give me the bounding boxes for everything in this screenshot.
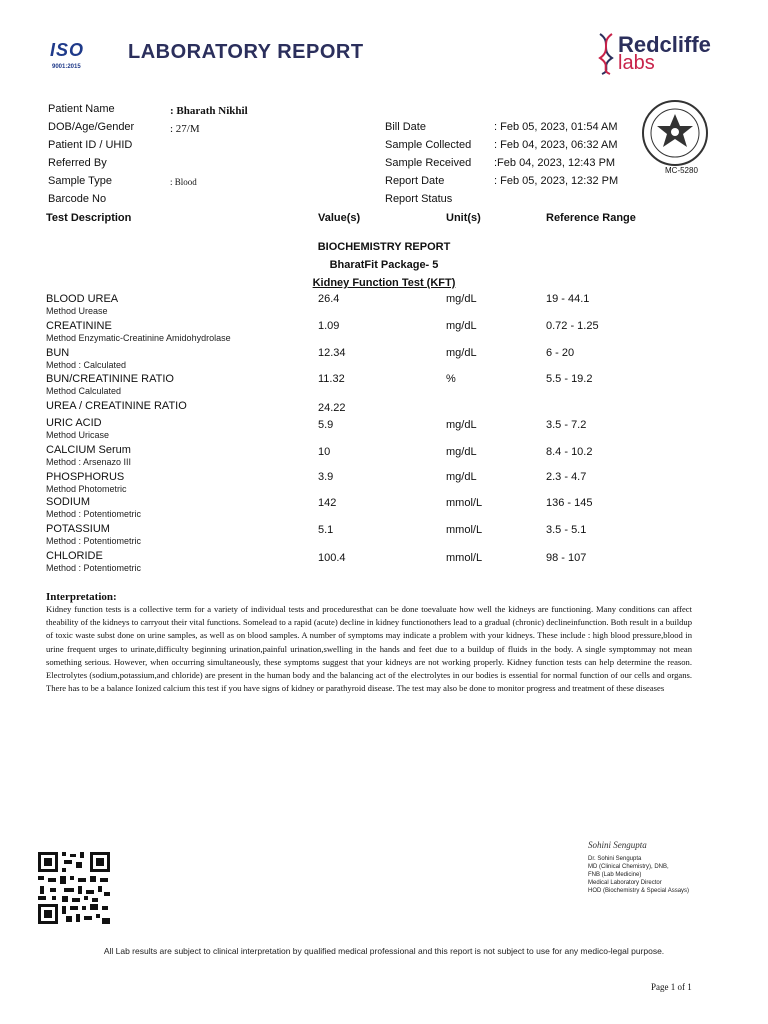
test-ref: 0.72 - 1.25: [546, 320, 599, 332]
test-name: BLOOD UREA: [46, 293, 119, 305]
test-unit: mg/dL: [446, 293, 477, 305]
test-method: Method : Calculated: [46, 360, 127, 370]
sample-type-label: Sample Type: [48, 175, 113, 187]
iso-logo-subtext: 9001:2015: [52, 64, 81, 70]
test-name: PHOSPHORUS: [46, 471, 125, 483]
test-value: 142: [318, 497, 337, 509]
test-name: BUN/CREATININE RATIO: [46, 373, 174, 385]
panel-title-text: Kidney Function Test (KFT): [312, 277, 456, 289]
test-method: Method : Arsenazo III: [46, 457, 132, 467]
test-unit: mg/dL: [446, 419, 477, 431]
test-method: Method : Potentiometric: [46, 536, 142, 546]
panel-title: [0, 277, 768, 289]
package-title: BharatFit Package- 5: [329, 259, 439, 271]
test-unit: mmol/L: [446, 497, 483, 509]
sample-type-value: : Blood: [170, 177, 197, 187]
interpretation-body: Kidney function tests is a collective term for a variety of individual tests and proceduresthat can be done toevaluate how well the kidneys are functioning. Many conditions can affect theability of the kidneys to carryout their vital functions. Somelead to a rapid (acute) decline in kidney functionothers lead to a gradual (chronic) declineinfunction. Both result in a buildup of toxic waste subst done on urine samples, as well as on blood samples. A number of symptoms may indicate a problem with your kidneys. These include : high blood pressure,blood in urine frequent urges to urinate,difficulty beginning urination,painful urination,swelling in the hands and feet due to a buildup of fluids in the body. A single symptommay not mean something serious. However, when occurring simultaneously, these symptoms suggest that your kidneys are not working properly. Kidney function tests can help determine the reason. Electrolytes (sodium,potassium,and chloride) are present in the human body and the balancing act of the electrolytes in our bodies is essential for normal function of our cells and organs. There has to be a balance Ionized calcium this test if you have signs of kidney or parathyroid disease. The test may also be done to monitor progress and treatment of these diseases: [46, 604, 692, 694]
bill-date-label: Bill Date: [385, 121, 426, 133]
test-value: 1.09: [318, 320, 340, 332]
test-ref: 8.4 - 10.2: [546, 446, 593, 458]
signatory-qualification-2: FNB (Lab Medicine): [588, 872, 642, 878]
signatory-department: HOD (Biochemistry & Special Assays): [588, 888, 690, 894]
seal-code: MC-5280: [665, 166, 698, 175]
col-header-ref: Reference Range: [546, 212, 636, 224]
redcliffe-logo: [596, 32, 726, 76]
sample-collected-value: : Feb 04, 2023, 06:32 AM: [494, 139, 618, 151]
test-name: BUN: [46, 347, 70, 359]
report-status-label: Report Status: [385, 193, 453, 205]
section-title: BIOCHEMISTRY REPORT: [317, 241, 451, 253]
accreditation-seal-icon: [640, 98, 710, 168]
test-value: 24.22: [318, 402, 346, 414]
signature-scrawl: Sohini Sengupta: [588, 840, 647, 850]
patient-name-label: Patient Name: [48, 103, 115, 115]
signatory-name: Dr. Sohini Sengupta: [588, 856, 642, 862]
test-value: 10: [318, 446, 331, 458]
col-header-desc: Test Description: [46, 212, 132, 224]
sample-received-label: Sample Received: [385, 157, 472, 169]
dna-helix-icon: [596, 32, 616, 76]
report-date-label: Report Date: [385, 175, 445, 187]
test-method: Method : Potentiometric: [46, 563, 142, 573]
sample-received-value: :Feb 04, 2023, 12:43 PM: [494, 157, 616, 169]
test-value: 3.9: [318, 471, 334, 483]
test-method: Method : Potentiometric: [46, 509, 142, 519]
dob-label: DOB/Age/Gender: [48, 121, 135, 133]
test-method: Method Photometric: [46, 484, 127, 494]
test-ref: 5.5 - 19.2: [546, 373, 593, 385]
test-value: 5.1: [318, 524, 334, 536]
test-name: CREATININE: [46, 320, 112, 332]
test-ref: 19 - 44.1: [546, 293, 590, 305]
test-value: 5.9: [318, 419, 334, 431]
test-unit: mmol/L: [446, 552, 483, 564]
report-date-value: : Feb 05, 2023, 12:32 PM: [494, 175, 619, 187]
test-method: Method Enzymatic-Creatinine Amidohydrolase: [46, 333, 231, 343]
test-unit: mmol/L: [446, 524, 483, 536]
test-unit: mg/dL: [446, 347, 477, 359]
report-title: LABORATORY REPORT: [128, 41, 364, 63]
test-name: CHLORIDE: [46, 550, 103, 562]
disclaimer-note: All Lab results are subject to clinical interpretation by qualified medical professional and this report is not subject to use for any medico-legal purpose.: [103, 946, 665, 956]
brand-name: Redcliffe: [618, 32, 711, 57]
barcode-label: Barcode No: [48, 193, 107, 205]
page-number: Page 1 of 1: [651, 982, 692, 992]
test-unit: %: [446, 373, 456, 385]
test-unit: mg/dL: [446, 320, 477, 332]
test-value: 26.4: [318, 293, 340, 305]
test-name: URIC ACID: [46, 417, 102, 429]
col-header-unit: Unit(s): [446, 212, 481, 224]
test-ref: 136 - 145: [546, 497, 593, 509]
test-unit: mg/dL: [446, 446, 477, 458]
test-method: Method Uricase: [46, 430, 110, 440]
col-header-value: Value(s): [318, 212, 361, 224]
patient-id-label: Patient ID / UHID: [48, 139, 133, 151]
test-ref: 3.5 - 7.2: [546, 419, 587, 431]
test-method: Method Calculated: [46, 386, 122, 396]
test-name: UREA / CREATININE RATIO: [46, 400, 187, 412]
test-name: CALCIUM Serum: [46, 444, 131, 456]
test-ref: 3.5 - 5.1: [546, 524, 587, 536]
patient-name-value: : Bharath Nikhil: [170, 105, 248, 117]
test-name: POTASSIUM: [46, 523, 110, 535]
referred-by-label: Referred By: [48, 157, 107, 169]
test-value: 100.4: [318, 552, 346, 564]
test-value: 12.34: [318, 347, 346, 359]
brand-sub: labs: [618, 52, 655, 74]
test-ref: 98 - 107: [546, 552, 587, 564]
iso-logo: [50, 40, 92, 74]
test-method: Method Urease: [46, 306, 108, 316]
test-unit: mg/dL: [446, 471, 477, 483]
iso-logo-text: ISO: [50, 40, 85, 60]
interpretation-title: Interpretation:: [46, 591, 117, 603]
test-ref: 2.3 - 4.7: [546, 471, 587, 483]
signatory-role: Medical Laboratory Director: [588, 880, 662, 886]
qr-code-icon: [36, 850, 112, 926]
signatory-qualification: MD (Clinical Chemistry), DNB,: [588, 864, 669, 870]
bill-date-value: : Feb 05, 2023, 01:54 AM: [494, 121, 618, 133]
dob-value: : 27/M: [170, 123, 200, 135]
test-ref: 6 - 20: [546, 347, 575, 359]
sample-collected-label: Sample Collected: [385, 139, 472, 151]
test-value: 11.32: [318, 373, 345, 385]
test-name: SODIUM: [46, 496, 90, 508]
